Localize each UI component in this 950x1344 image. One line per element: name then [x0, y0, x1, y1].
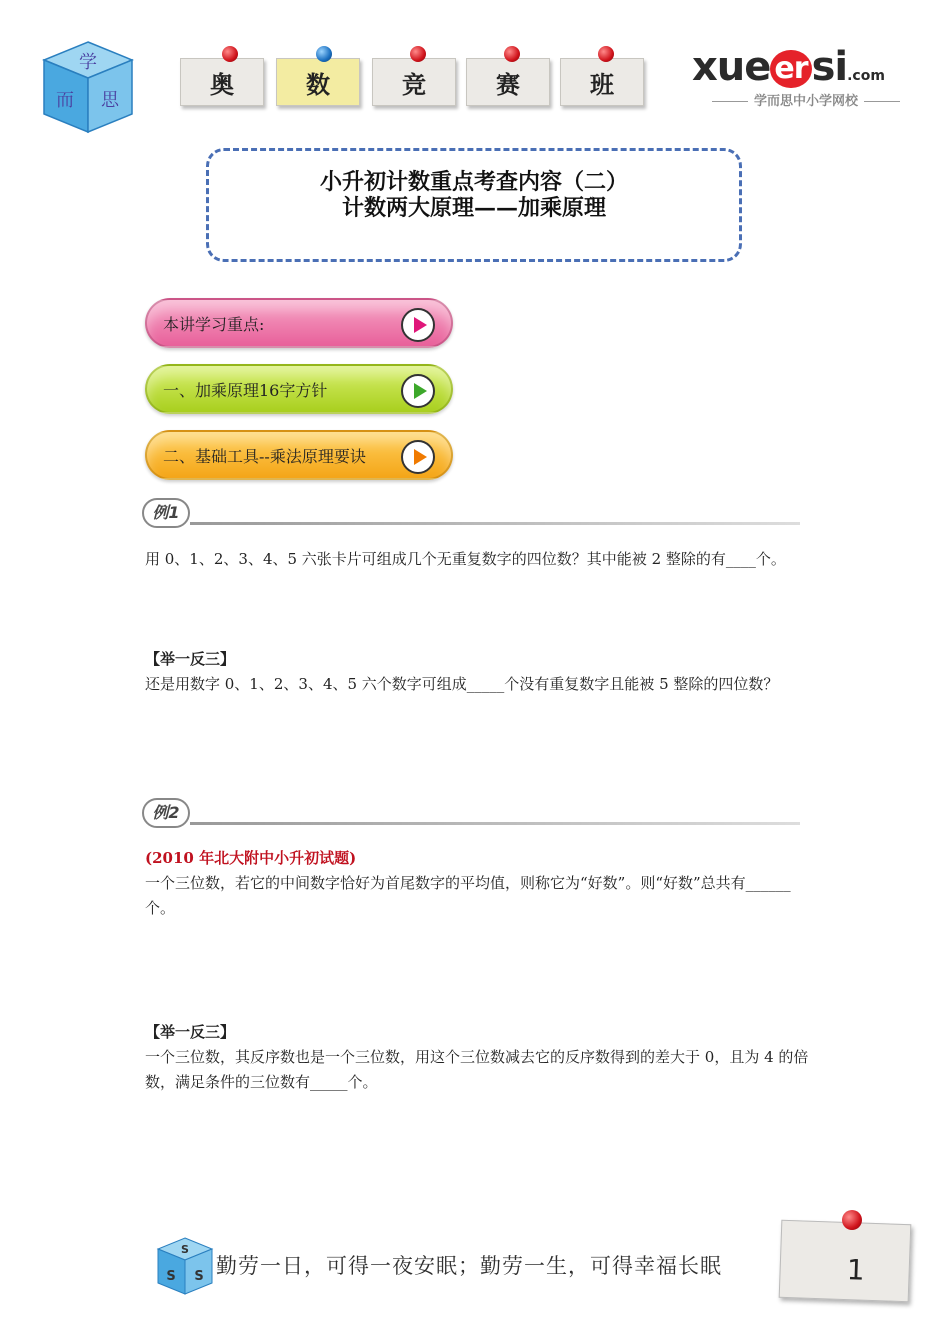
pill-label: 一、加乘原理16字方针 — [163, 381, 328, 400]
pill-label: 二、基础工具--乘法原理要诀 — [163, 447, 366, 466]
brand-prefix: xue — [692, 44, 771, 90]
play-arrow-icon — [401, 374, 435, 408]
tab-label: 数 — [306, 70, 330, 99]
tab-jing[interactable] — [372, 58, 456, 106]
logo-cube-icon — [40, 36, 136, 136]
tab-ban[interactable] — [560, 58, 644, 106]
brand-name — [692, 44, 885, 90]
tab-label: 班 — [590, 70, 614, 99]
cube-letter: S — [166, 1269, 176, 1284]
brand-domain: .com — [847, 68, 885, 84]
logo-char-er: 而 — [56, 90, 74, 111]
pill-label: 本讲学习重点: — [163, 315, 265, 334]
tab-shu[interactable] — [276, 58, 360, 106]
followup-heading: 【举一反三】 — [145, 650, 236, 668]
pushpin-icon — [598, 46, 614, 62]
example-1-followup-question: 还是用数字 0、1、2、3、4、5 六个数字可组成_____个没有重复数字且能被 5 整除的四位数？ — [145, 675, 779, 693]
key-points-button[interactable] — [145, 298, 453, 348]
tab-sai[interactable] — [466, 58, 550, 106]
brand-suffix: si — [811, 44, 848, 90]
brand-logo[interactable] — [692, 44, 922, 114]
example-2-question: 一个三位数，若它的中间数字恰好为首尾数字的平均值，则称它为“好数”。则“好数”总共有______个。 — [145, 874, 791, 917]
page-title: 小升初计数重点考查内容（二） — [319, 169, 628, 195]
brand-highlight: er — [770, 50, 811, 88]
page-number-card — [779, 1220, 912, 1302]
pushpin-icon — [842, 1210, 862, 1230]
example-2-badge: 例2 — [142, 798, 190, 828]
brand-subtitle: 学而思中小学网校 — [692, 90, 920, 109]
tab-label: 竞 — [402, 70, 426, 99]
principle-16-words-button[interactable] — [145, 364, 453, 414]
tab-ao[interactable] — [180, 58, 264, 106]
title-box — [206, 148, 742, 262]
pushpin-icon — [222, 46, 238, 62]
footer-motto: 勤劳一日，可得一夜安眠；勤劳一生，可得幸福长眠 — [216, 1254, 722, 1278]
example-1-question: 用 0、1、2、3、4、5 六张卡片可组成几个无重复数字的四位数？其中能被 2 整除的有____个。 — [145, 550, 786, 568]
logo-char-xue: 学 — [79, 52, 97, 73]
section-divider — [190, 522, 800, 525]
tab-label: 赛 — [496, 70, 520, 99]
page-number: 1 — [846, 1253, 866, 1287]
tab-label: 奥 — [210, 70, 234, 99]
multiplication-principle-button[interactable] — [145, 430, 453, 480]
pushpin-icon — [410, 46, 426, 62]
play-arrow-icon — [401, 308, 435, 342]
cube-letter: S — [194, 1269, 204, 1284]
pushpin-icon — [504, 46, 520, 62]
followup-heading: 【举一反三】 — [145, 1023, 236, 1041]
example-2-followup-question: 一个三位数，其反序数也是一个三位数，用这个三位数减去它的反序数得到的差大于 0，且为 4 的倍数，满足条件的三位数有_____个。 — [145, 1048, 809, 1091]
example-2-source: (2010 年北大附中小升初试题) — [145, 849, 357, 867]
pushpin-icon — [316, 46, 332, 62]
section-divider — [190, 822, 800, 825]
logo-char-si: 思 — [101, 90, 119, 111]
cube-letter: S — [181, 1243, 189, 1256]
example-1-badge: 例1 — [142, 498, 190, 528]
play-arrow-icon — [401, 440, 435, 474]
page-subtitle: 计数两大原理——加乘原理 — [341, 195, 606, 221]
footer-cube-icon — [156, 1236, 214, 1296]
